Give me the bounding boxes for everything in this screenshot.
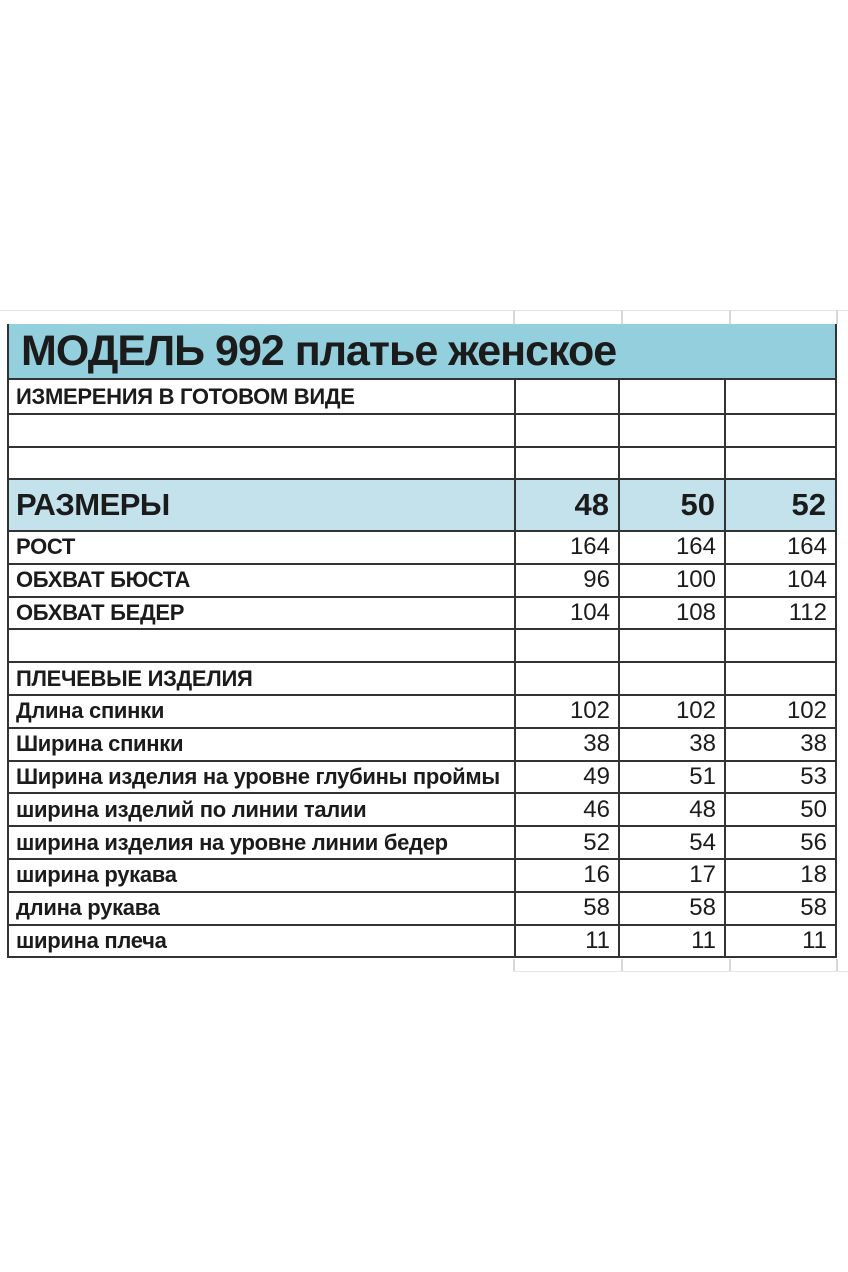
row-label: Длина спинки bbox=[16, 698, 165, 724]
gridline bbox=[0, 310, 848, 311]
row-value: 164 bbox=[514, 532, 618, 563]
row-value: 17 bbox=[618, 860, 724, 891]
sizes-header-row bbox=[9, 480, 835, 532]
row-label: ОБХВАТ БЕДЕР bbox=[16, 599, 185, 625]
size-value: 48 bbox=[514, 480, 618, 530]
row-value bbox=[514, 663, 618, 694]
row-value: 58 bbox=[514, 893, 618, 924]
row-value bbox=[618, 663, 724, 694]
row-value: 108 bbox=[618, 598, 724, 629]
row-value: 58 bbox=[724, 893, 835, 924]
size-chart-table bbox=[7, 324, 837, 958]
table-title-row bbox=[9, 324, 835, 380]
row-value: 102 bbox=[514, 696, 618, 727]
sizes-label: РАЗМЕРЫ bbox=[16, 487, 170, 522]
row-value: 56 bbox=[724, 827, 835, 858]
table-row bbox=[9, 762, 835, 795]
row-value: 104 bbox=[724, 565, 835, 596]
row-label: ширина изделий по линии талии bbox=[16, 796, 367, 822]
row-value: 58 bbox=[618, 893, 724, 924]
row-value: 50 bbox=[724, 794, 835, 825]
row-value: 46 bbox=[514, 794, 618, 825]
row-label: ширина плеча bbox=[16, 927, 167, 953]
table-row bbox=[9, 532, 835, 565]
row-value: 11 bbox=[618, 926, 724, 957]
empty-cell bbox=[514, 415, 618, 446]
row-value: 11 bbox=[724, 926, 835, 957]
measurements-header-row bbox=[9, 380, 835, 415]
gridline bbox=[729, 310, 731, 324]
gridline bbox=[513, 971, 848, 972]
empty-cell bbox=[9, 448, 514, 478]
size-value: 52 bbox=[724, 480, 835, 530]
row-value bbox=[724, 663, 835, 694]
row-label: ОБХВАТ БЮСТА bbox=[16, 567, 191, 593]
empty-cell bbox=[724, 415, 835, 446]
empty-cell bbox=[724, 380, 835, 413]
row-value: 112 bbox=[724, 598, 835, 629]
row-value: 104 bbox=[514, 598, 618, 629]
row-label bbox=[9, 630, 514, 661]
size-value: 50 bbox=[618, 480, 724, 530]
row-value bbox=[514, 630, 618, 661]
empty-cell bbox=[618, 415, 724, 446]
gridline bbox=[621, 310, 623, 324]
table-row bbox=[9, 565, 835, 598]
row-label: ширина рукава bbox=[16, 862, 177, 888]
gridline bbox=[836, 310, 838, 324]
row-value: 54 bbox=[618, 827, 724, 858]
table-row bbox=[9, 630, 835, 663]
measurement-rows bbox=[9, 532, 835, 958]
row-value: 11 bbox=[514, 926, 618, 957]
row-value: 96 bbox=[514, 565, 618, 596]
empty-row bbox=[9, 415, 835, 448]
table-row bbox=[9, 696, 835, 729]
measurements-header-label: ИЗМЕРЕНИЯ В ГОТОВОМ ВИДЕ bbox=[16, 383, 355, 409]
row-value: 52 bbox=[514, 827, 618, 858]
empty-cell bbox=[514, 448, 618, 478]
empty-cell bbox=[618, 380, 724, 413]
empty-cell bbox=[514, 380, 618, 413]
row-value: 53 bbox=[724, 762, 835, 793]
row-value bbox=[724, 630, 835, 661]
empty-row bbox=[9, 448, 835, 480]
table-row bbox=[9, 794, 835, 827]
row-value: 164 bbox=[618, 532, 724, 563]
row-value: 16 bbox=[514, 860, 618, 891]
row-label: РОСТ bbox=[16, 534, 76, 560]
table-row bbox=[9, 893, 835, 926]
row-label: Ширина изделия на уровне глубины проймы bbox=[16, 763, 500, 789]
row-value: 49 bbox=[514, 762, 618, 793]
table-row bbox=[9, 926, 835, 959]
row-value: 164 bbox=[724, 532, 835, 563]
row-value: 18 bbox=[724, 860, 835, 891]
empty-cell bbox=[9, 415, 514, 446]
table-row bbox=[9, 729, 835, 762]
row-value: 100 bbox=[618, 565, 724, 596]
table-row bbox=[9, 827, 835, 860]
row-value: 51 bbox=[618, 762, 724, 793]
row-value: 38 bbox=[514, 729, 618, 760]
row-value: 38 bbox=[724, 729, 835, 760]
table-row bbox=[9, 663, 835, 696]
row-label: ПЛЕЧЕВЫЕ ИЗДЕЛИЯ bbox=[16, 665, 253, 691]
table-row bbox=[9, 860, 835, 893]
row-value bbox=[618, 630, 724, 661]
row-value: 102 bbox=[724, 696, 835, 727]
row-label: длина рукава bbox=[16, 895, 160, 921]
row-label: Ширина спинки bbox=[16, 731, 184, 757]
empty-cell bbox=[724, 448, 835, 478]
model-title: МОДЕЛЬ 992 платье женское bbox=[21, 326, 617, 375]
row-value: 102 bbox=[618, 696, 724, 727]
row-label: ширина изделия на уровне линии бедер bbox=[16, 829, 448, 855]
row-value: 48 bbox=[618, 794, 724, 825]
row-value: 38 bbox=[618, 729, 724, 760]
table-row bbox=[9, 598, 835, 631]
empty-cell bbox=[618, 448, 724, 478]
gridline bbox=[513, 310, 515, 324]
